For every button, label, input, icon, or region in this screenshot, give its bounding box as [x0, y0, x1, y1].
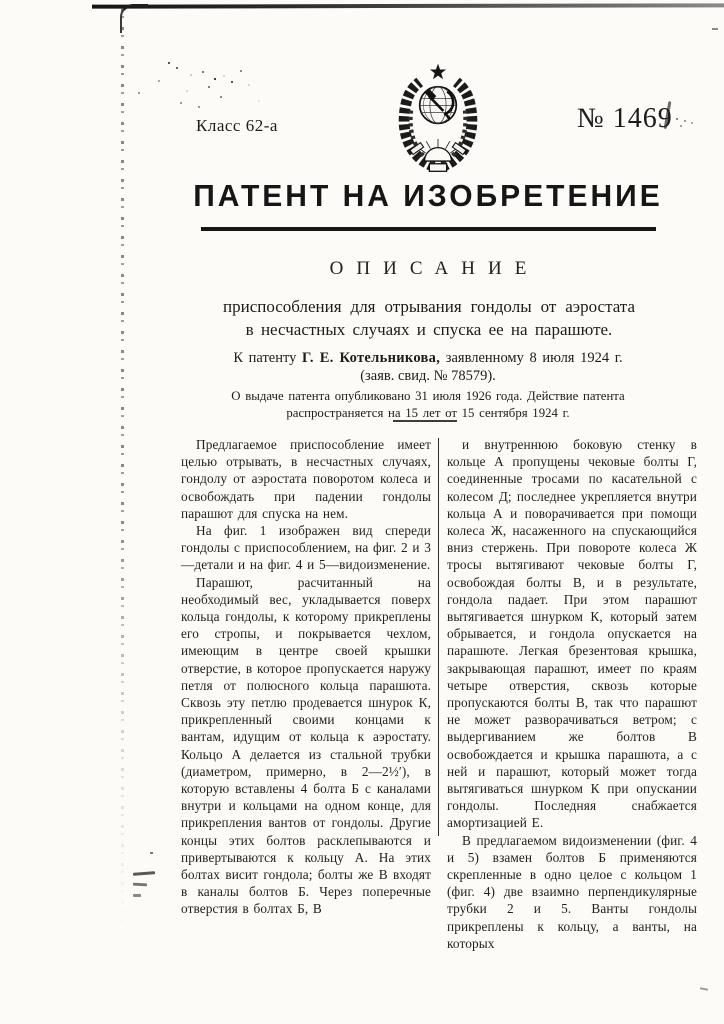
applicant-line: [150, 350, 706, 367]
applicant-prefix: К патенту: [233, 350, 302, 366]
scan-artifact-corner-curve: [120, 4, 148, 33]
application-certificate-note: (заяв. свид. № 78579).: [360, 368, 496, 384]
paragraph: Парашют, расчитанный на необходимый вес, укладывается поверх кольца гондолы, к которому прикреплены его стропы, и покрывается чехлом, имеющим в центре своей крышки отверстие, в которое пропускается наружу петля от полюсного кольца парашюта. Сквозь эту петлю продевается шнурок К, прикрепленный своими концами к вантам, идущим от кольца к аэростату. Кольцо А делается из стальной трубки (диаметром, примерно, в 2—2½′), в которую вставлены 4 болта Б с каналами внутри и кольцами на одном конце, для прикрепления вантов от гондолы. Другие концы этих болтов расклепываются и привертываются к кольцу А. На этих болтах висит гондола; болты же В входят в каналы болтов Б. Через поперечные отверстия в болтах Б, В: [181, 574, 431, 917]
scan-artifact-dot: [150, 852, 153, 854]
patent-number: № 1469: [577, 103, 673, 134]
section-divider-rule: [393, 420, 457, 422]
applicant-suffix: заявленному 8 июля 1924 г.: [440, 350, 623, 366]
scan-artifact-bottom-smudge: [133, 872, 155, 897]
right-column: [447, 436, 697, 952]
ussr-coat-of-arms-icon: [383, 62, 493, 179]
scan-artifact-left-page-edge: [121, 8, 124, 938]
paragraph: В предлагаемом видоизменении (фиг. 4 и 5) взамен болтов Б применяются скрепленные в одно целое с кольцом 1 (фиг. 4) две взаимно перпендикулярные трубки 2 и 5. Ванты гондолы прикреплены к кольцу, а ванты, на которых: [447, 832, 697, 951]
column-divider-rule: [438, 438, 439, 836]
document-title: ПАТЕНТ НА ИЗОБРЕТЕНИЕ: [193, 179, 663, 214]
title-divider-rule: [201, 227, 656, 231]
section-heading: ОПИСАНИЕ: [329, 258, 540, 279]
paragraph: На фиг. 1 изображен вид спереди гондолы с приспособлением, на фиг. 2 и 3—детали и на фиг. 4 и 5—видоизменение.: [181, 523, 431, 573]
applicant-name: Г. Е. Котельникова,: [302, 350, 441, 366]
scan-artifact-speckles: [168, 62, 170, 64]
scan-artifact-top-edge: [92, 3, 724, 8]
scan-artifact-pen-dots: [676, 118, 678, 120]
paragraph: Предлагаемое приспособление имеет целью отрывать, в несчастных случаях, гондолу от аэростата поворотом колеса и освобождать при падении гондолы парашют для спуска на нем.: [181, 437, 431, 521]
scan-artifact-top-right-mark: [712, 28, 718, 30]
class-label: Класс 62-а: [196, 116, 278, 135]
sun: [425, 148, 452, 161]
invention-subject: приспособления для отрывания гондолы от аэростата в несчастных случаях и спуска ее на парашюте.: [223, 297, 635, 339]
ribbon-knot: [429, 164, 446, 172]
scan-artifact-bottom-right-mark: [700, 987, 708, 991]
body-text: [181, 436, 697, 952]
publication-note: О выдаче патента опубликовано 31 июля 1926 года. Действие патента распространяется на 15 лет от 15 сентября 1924 г.: [231, 389, 625, 420]
paragraph: и внутреннюю боковую стенку в кольце А пропущены чековые болты Г, соединенные тросами по касательной с колесом Д; последнее укрепляется внутри кольца А и поворачивается при помощи колеса Ж, насаженного на спускающийся вниз стержень. При повороте колеса Ж тросы вытягивают чековые болты Г, освобождая болты В, и в результате, гондола падает. При этом парашют вытягивается шнурком К, который затем обрывается, и гондола опускается на парашюте. Легкая брезентовая крышка, закрывающая парашют, имеет по краям четыре отверстия, сквозь которые пропускаются болты В, так что парашют не может разворачиваться ветром; с выдергиванием же болтов В освобождается и крышка парашюта, а с ней и парашют, который может тогда вытягиваться шнурком К при опускании гондолы. Последняя снабжается амортизацией Е.: [447, 437, 697, 831]
star-icon: [430, 64, 446, 80]
left-column: [181, 436, 431, 952]
